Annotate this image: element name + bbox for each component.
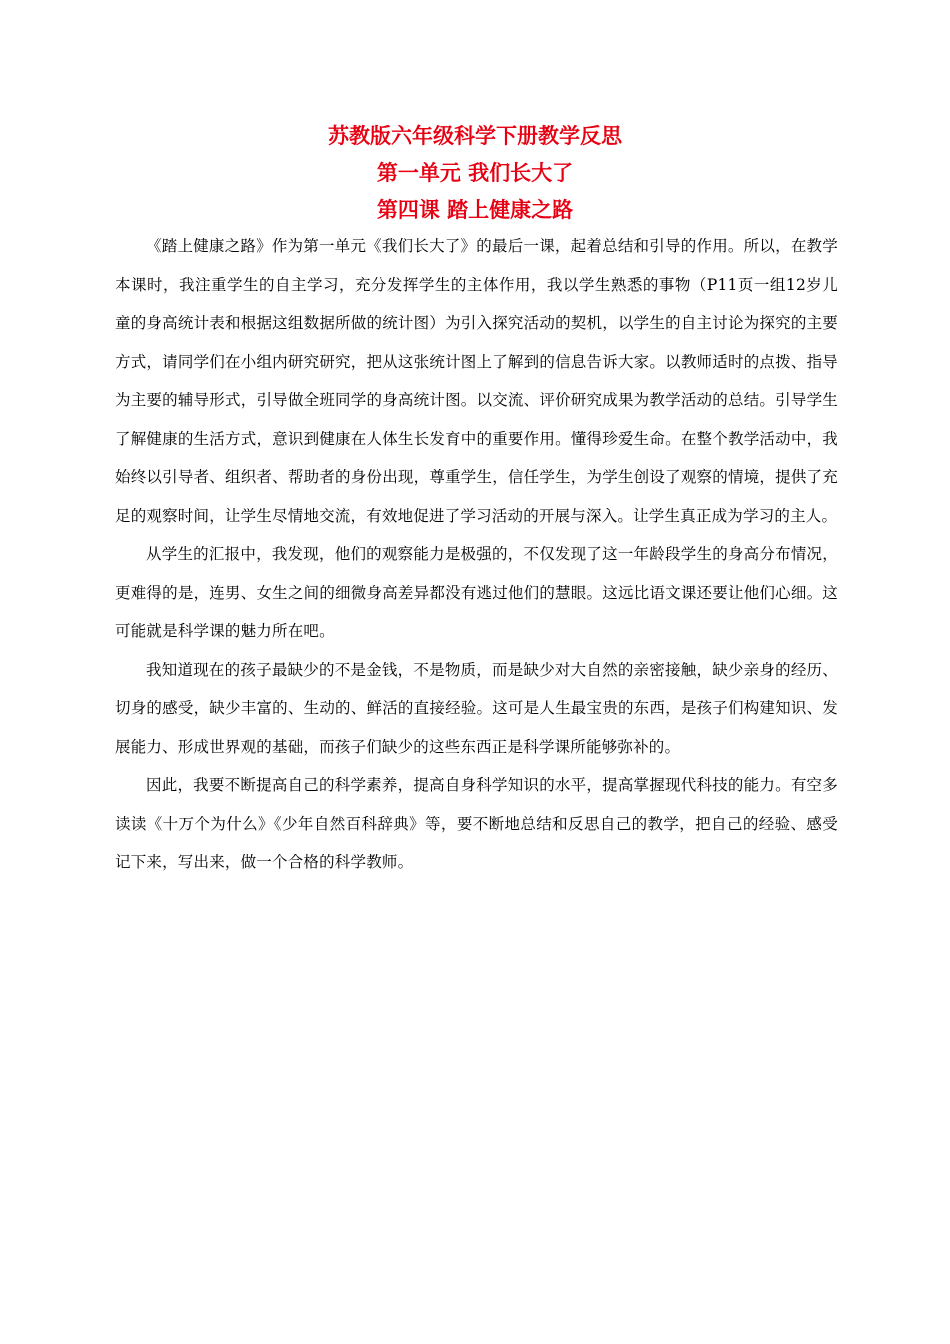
paragraph-1: 《踏上健康之路》作为第一单元《我们长大了》的最后一课，起着总结和引导的作用。所以，在教学本课时，我注重学生的自主学习，充分发挥学生的主体作用，我以学生熟悉的事物（P11页一组12岁儿童的身高统计表和根据这组数据所做的统计图）为引入探究活动的契机，以学生的自主讨论为探究的主要方式，请同学们在小组内研究研究，把从这张统计图上了解到的信息告诉大家。以教师适时的点拨、指导为主要的辅导形式，引导做全班同学的身高统计图。以交流、评价研究成果为教学活动的总结。引导学生了解健康的生活方式，意识到健康在人体生长发育中的重要作用。懂得珍爱生命。在整个教学活动中，我始终以引导者、组织者、帮助者的身份出现，尊重学生，信任学生，为学生创设了观察的情境，提供了充足的观察时间，让学生尽情地交流，有效地促进了学习活动的开展与深入。让学生真正成为学习的主人。 bbox=[115, 237, 838, 525]
document-title: 苏教版六年级科学下册教学反思 bbox=[328, 124, 622, 148]
lesson-heading: 第四课 踏上健康之路 bbox=[376, 198, 574, 222]
body-text bbox=[115, 227, 838, 882]
title-block bbox=[0, 118, 950, 229]
paragraph-3: 我知道现在的孩子最缺少的不是金钱，不是物质，而是缺少对大自然的亲密接触，缺少亲身的经历、切身的感受，缺少丰富的、生动的、鲜活的直接经验。这可是人生最宝贵的东西，是孩子们构建知识、发展能力、形成世界观的基础，而孩子们缺少的这些东西正是科学课所能够弥补的。 bbox=[115, 660, 838, 756]
unit-heading: 第一单元 我们长大了 bbox=[376, 161, 574, 185]
paragraph-4: 因此，我要不断提高自己的科学素养，提高自身科学知识的水平，提高掌握现代科技的能力。有空多读读《十万个为什么》《少年自然百科辞典》等，要不断地总结和反思自己的教学，把自己的经验、感受记下来，写出来，做一个合格的科学教师。 bbox=[115, 776, 838, 871]
paragraph-2: 从学生的汇报中，我发现，他们的观察能力是极强的，不仅发现了这一年龄段学生的身高分布情况，更难得的是，连男、女生之间的细微身高差异都没有逃过他们的慧眼。这远比语文课还要让他们心细。这可能就是科学课的魅力所在吧。 bbox=[115, 545, 838, 640]
